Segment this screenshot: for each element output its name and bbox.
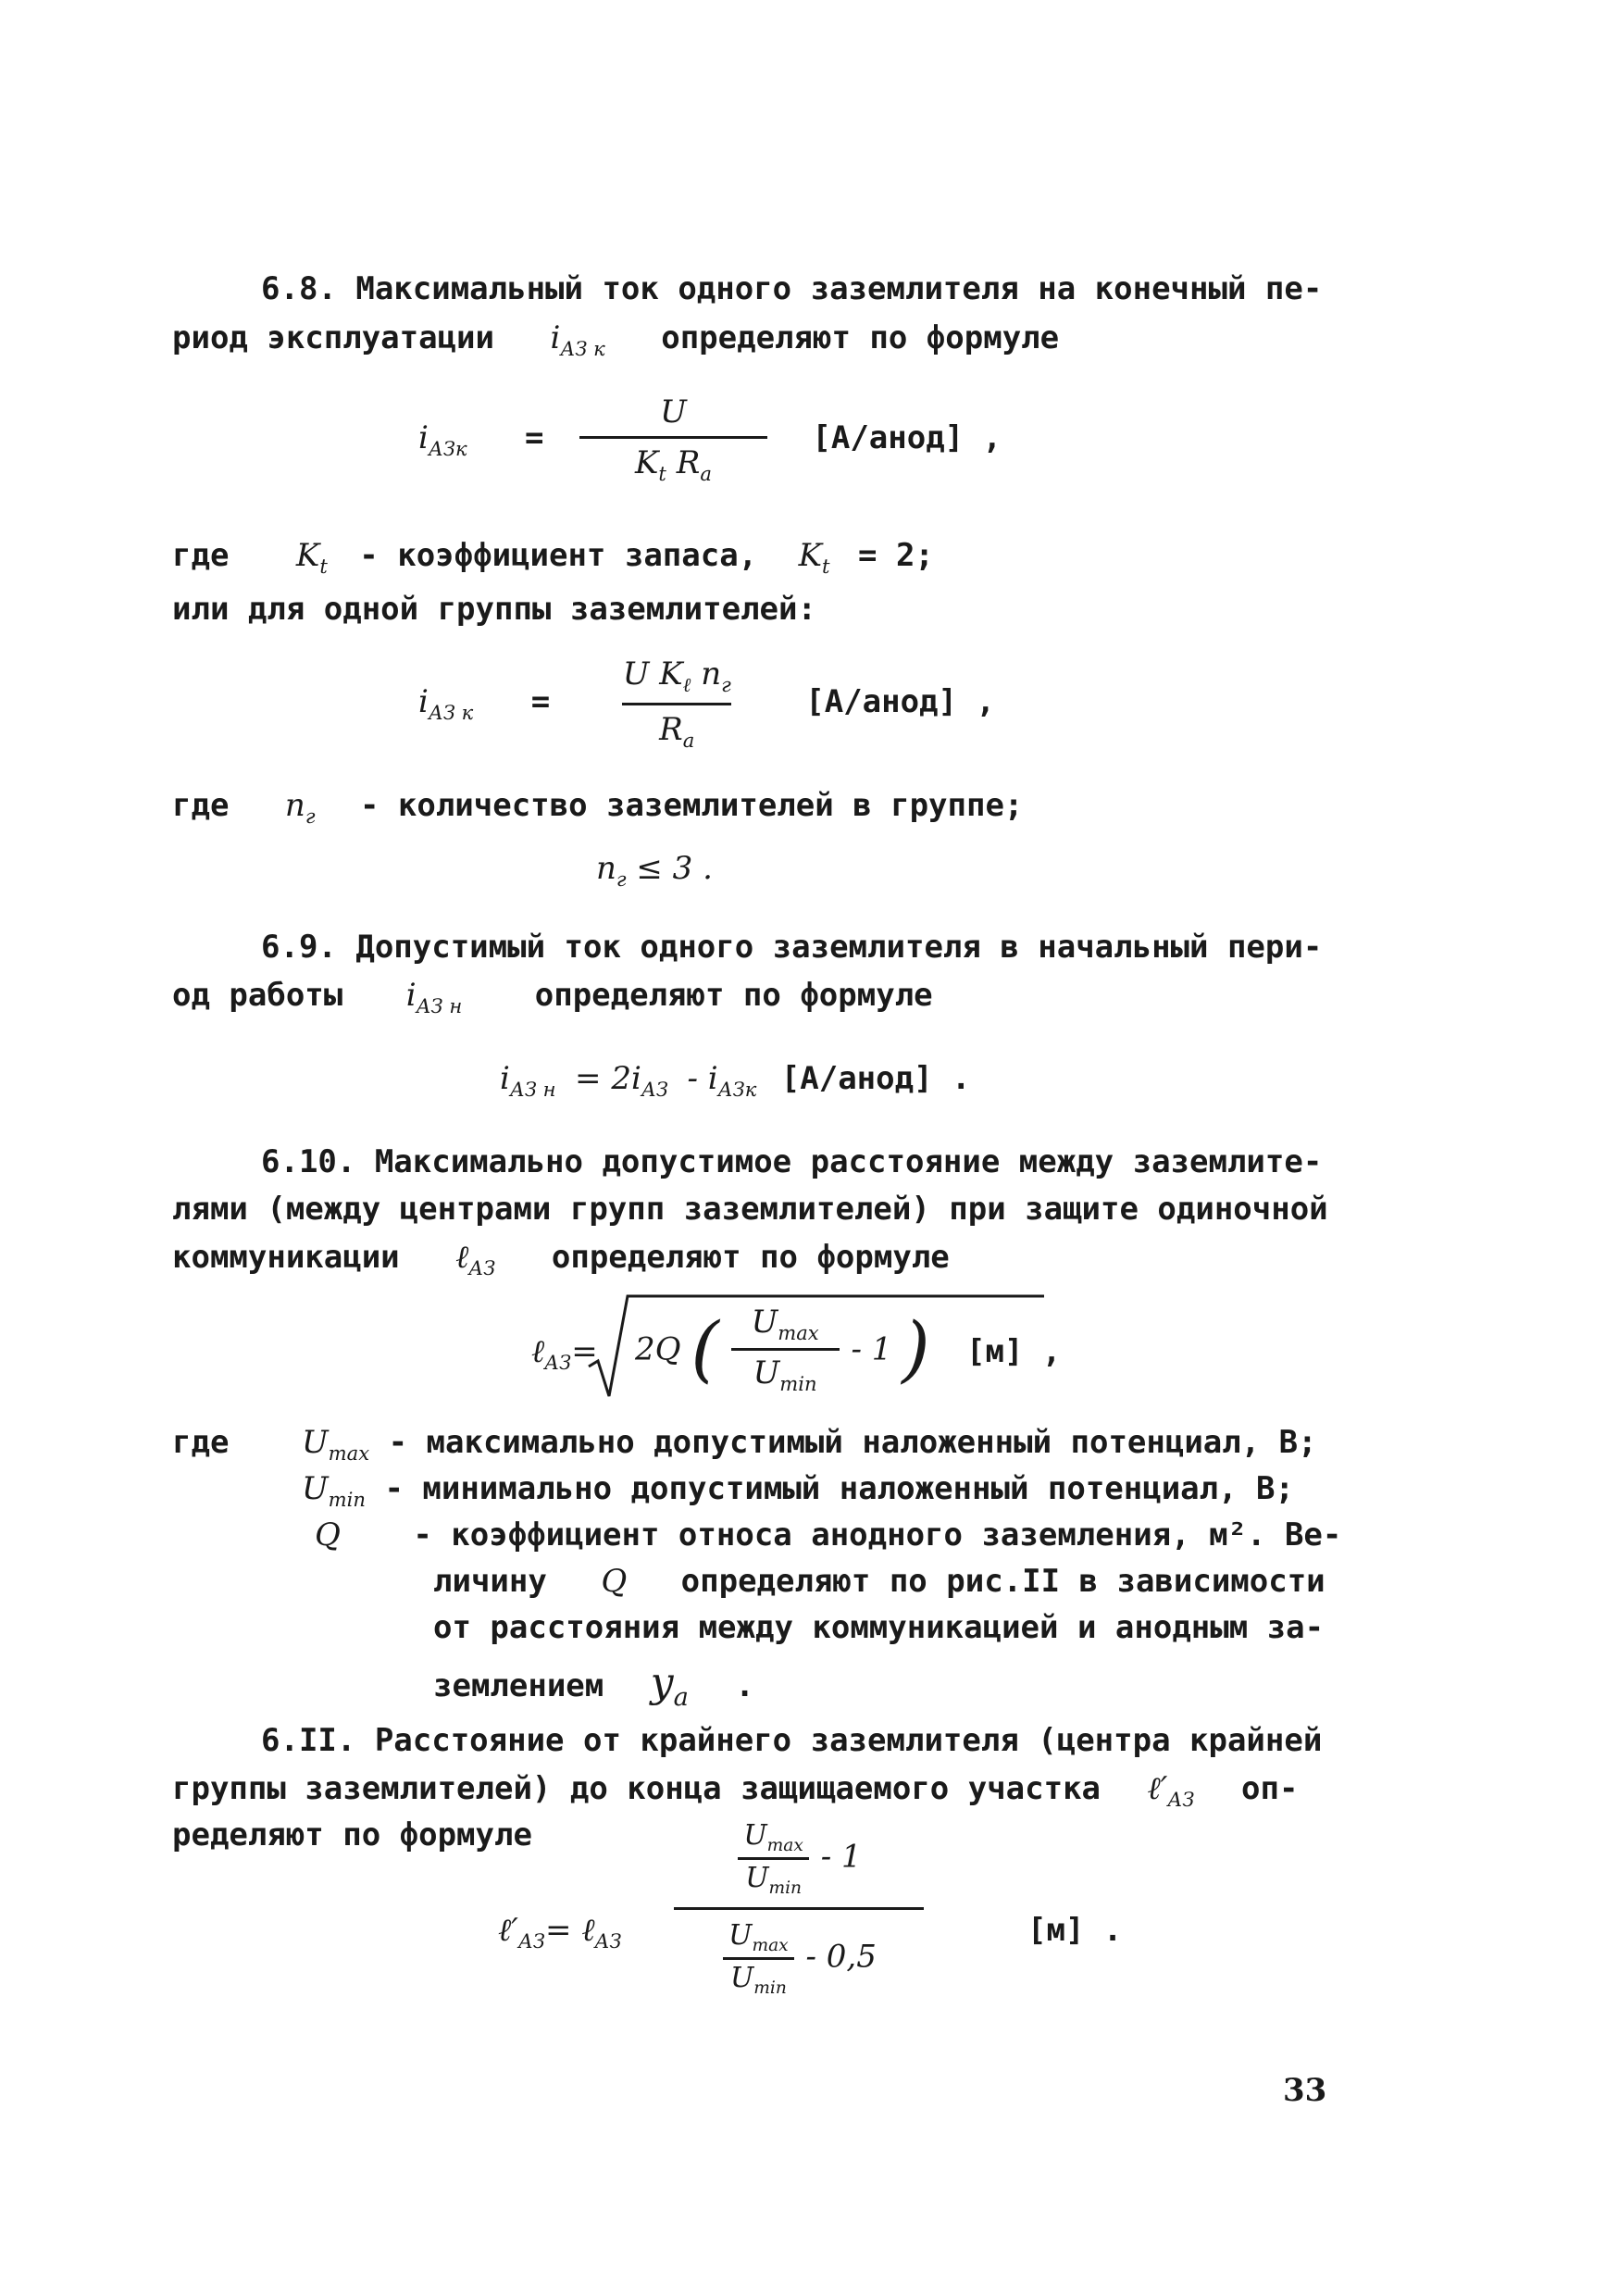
text: определяют по формуле [551, 1239, 950, 1276]
numerator [729, 1304, 841, 1348]
text: личину [433, 1563, 547, 1600]
formula-5-big-fraction [674, 1819, 924, 1998]
sym-sub: АЗ н [416, 993, 463, 1017]
c-sub: АЗк [717, 1077, 757, 1101]
lhs-sub: АЗ [544, 1350, 572, 1374]
denominator [738, 1857, 809, 1898]
formula-5-lhs [498, 1912, 622, 1953]
b-sub: АЗ [641, 1077, 668, 1101]
k-sub: ℓ [682, 672, 691, 696]
def-umin [302, 1470, 1294, 1511]
text: . [735, 1667, 754, 1704]
formula-1-fraction [579, 393, 767, 485]
u: U [622, 655, 650, 693]
ya-sym [650, 1659, 689, 1712]
sym: U [302, 1470, 329, 1507]
sym: n [596, 850, 616, 887]
formula-3-b [575, 1060, 668, 1101]
equals: = [571, 1333, 598, 1370]
n-sub: г [721, 672, 731, 696]
formula-2-fraction [586, 655, 768, 752]
b: = 2i [575, 1060, 641, 1097]
def-q-line4 [433, 1659, 754, 1712]
denominator [723, 1957, 794, 1998]
where-eq: = 2; [858, 537, 934, 574]
formula-5 [498, 1819, 1146, 2032]
text: определяют по рис.II в зависимости [680, 1563, 1326, 1600]
r: R [676, 444, 701, 481]
paren-close: ) [902, 1307, 930, 1391]
u: U [729, 1962, 754, 1994]
para-6-11-line3: ределяют по формуле [172, 1816, 532, 1853]
bottom-rest: - 0,5 [805, 1938, 877, 1976]
def-q-line3: от расстояния между коммуникацией и анодным за- [433, 1609, 1325, 1646]
def-text: - минимально допустимый наложенный потенциал, В; [384, 1470, 1294, 1507]
where-2 [172, 787, 1023, 828]
sym-sub: t [822, 554, 830, 578]
u-sub: max [766, 1836, 803, 1855]
where-label: где [172, 537, 230, 574]
symbol-kt-2 [798, 537, 830, 578]
para-6-8-line2 [172, 319, 1059, 360]
big-numerator [674, 1819, 924, 1898]
formula-3-c [687, 1060, 757, 1101]
lhs-sub: АЗ к [428, 701, 474, 725]
text: определяют по формуле [661, 319, 1060, 356]
lhs-sub: АЗк [428, 436, 467, 460]
top-rest: - 1 [820, 1838, 862, 1876]
formula-4-unit: [м] , [966, 1333, 1062, 1370]
symbol-l-az [455, 1239, 496, 1279]
page-number: 33 [1283, 2072, 1327, 2109]
numerator [586, 655, 768, 703]
sym: y [650, 1659, 674, 1706]
sym-sub: t [319, 554, 328, 578]
denominator [579, 436, 767, 485]
numerator [721, 1919, 796, 1957]
text: риод эксплуатации [172, 319, 494, 356]
l: ℓ [581, 1912, 595, 1949]
a-sub: АЗ н [509, 1077, 556, 1101]
r-sub: a [682, 728, 695, 752]
formula-1-unit: [А/анод] , [812, 418, 1002, 456]
text: группы заземлителей) до конца защищаемого участка [172, 1770, 1101, 1807]
main-fraction-line [674, 1907, 924, 1910]
text: од работы [172, 977, 343, 1014]
u-sub: min [768, 1878, 803, 1898]
where-text: - коэффициент запаса, [359, 537, 758, 574]
u-sub: max [778, 1320, 819, 1344]
formula-4-body [635, 1304, 930, 1395]
para-6-8-line1: 6.8. Максимальный ток одного заземлителя на конечный пе- [261, 270, 1323, 307]
u: U [753, 1354, 780, 1391]
u-sub: min [779, 1371, 817, 1395]
para-6-9-line1: 6.9. Допустимый ток одного заземлителя в начальный пери- [261, 929, 1323, 966]
text: землением [433, 1667, 604, 1704]
def-umin-sym [302, 1470, 366, 1511]
u-sub: max [752, 1936, 789, 1955]
formula-3-unit: [А/анод] . [780, 1060, 971, 1097]
symbol-kt [295, 537, 328, 578]
sym-sub: АЗ [1167, 1787, 1195, 1811]
formula-2-lhs [418, 683, 474, 725]
lhs: i [418, 418, 429, 456]
formula-1-lhs [418, 418, 467, 460]
sym: ℓ [455, 1239, 469, 1276]
text: коммуникации [172, 1239, 400, 1276]
where-text: - количество заземлителей в группе; [359, 787, 1024, 824]
symbol-nr [284, 787, 316, 828]
symbol-l-prime-az [1147, 1770, 1195, 1811]
equals: = [530, 683, 551, 721]
u: U [751, 1304, 778, 1341]
equals: = [525, 418, 544, 456]
denominator [622, 703, 731, 752]
formula-4-lhs [531, 1333, 598, 1374]
para-6-11-line2 [172, 1770, 1298, 1811]
sym: ℓ′ [1147, 1770, 1168, 1807]
small-fraction-top [736, 1819, 811, 1898]
n: n [701, 655, 722, 693]
def-q-sym: Q [315, 1516, 341, 1554]
denominator [731, 1348, 840, 1395]
formula-2-unit: [А/анод] , [805, 683, 995, 721]
text: оп- [1241, 1770, 1299, 1807]
sym-sub: г [305, 804, 316, 828]
or-line: или для одной группы заземлителей: [172, 591, 816, 628]
sym-sub: АЗ к [560, 336, 605, 360]
r: R [659, 710, 683, 748]
sym-sub: a [673, 1682, 689, 1712]
para-6-10-line3 [172, 1239, 950, 1279]
sym: K [798, 537, 823, 574]
condition-nr [596, 850, 713, 891]
formula-5-unit: [м] . [1027, 1912, 1123, 1949]
q-sym: Q [601, 1563, 628, 1600]
para-6-11-line1: 6.II. Расстояние от крайнего заземлителя (центра крайней [261, 1722, 1323, 1759]
k: K [635, 444, 659, 481]
sym: i [405, 977, 417, 1014]
formula-3-a [500, 1060, 556, 1101]
sym: U [302, 1424, 329, 1461]
u-sub: min [753, 1978, 787, 1998]
formula-4-fraction [729, 1304, 841, 1395]
symbol-i-az-n [405, 977, 463, 1017]
cond-rest: ≤ 3 . [636, 850, 713, 887]
big-denominator [674, 1919, 924, 1998]
paren-open: ( [691, 1307, 719, 1391]
formula-1 [418, 393, 1002, 485]
small-fraction-bottom [721, 1919, 796, 1998]
where-label: где [172, 787, 230, 824]
sym: K [295, 537, 320, 574]
numerator [736, 1819, 811, 1857]
def-q-line2 [433, 1563, 1326, 1600]
formula-3 [500, 1060, 971, 1101]
para-6-10-line2: лями (между центрами групп заземлителей) при защите одиночной [172, 1191, 1328, 1228]
sym-sub: min [328, 1487, 366, 1511]
def-umax [302, 1424, 1317, 1465]
def-text: - коэффициент относа анодного заземления, м². Ве- [413, 1516, 1342, 1554]
r-sub: a [700, 461, 712, 485]
symbol-i-az-k [550, 319, 605, 360]
sym-sub: г [616, 867, 627, 891]
where-label-3: где [172, 1424, 230, 1461]
def-q [315, 1516, 1341, 1554]
u: U [743, 1819, 767, 1852]
def-text: - максимально допустимый наложенный потенциал, В; [388, 1424, 1317, 1461]
minus-one: - 1 [851, 1330, 892, 1368]
u: U [728, 1919, 753, 1952]
a: i [500, 1060, 510, 1097]
para-6-10-line1: 6.10. Максимально допустимое расстояние между заземлите- [261, 1143, 1323, 1180]
formula-2 [418, 655, 995, 752]
c: - i [687, 1060, 718, 1097]
sym: n [284, 787, 305, 824]
k: K [659, 655, 683, 693]
numerator: U [660, 393, 687, 430]
text: определяют по формуле [534, 977, 933, 1014]
def-umax-sym [302, 1424, 370, 1465]
where-1 [172, 537, 934, 578]
two-q: 2Q [635, 1330, 681, 1368]
lhs: ℓ′ [498, 1912, 518, 1949]
lhs: ℓ [531, 1333, 545, 1370]
l-sub: АЗ [594, 1928, 622, 1953]
sym-sub: max [328, 1441, 370, 1465]
lhs: i [418, 683, 429, 721]
u: U [745, 1862, 769, 1894]
lhs-sub: АЗ [517, 1928, 545, 1953]
sym: i [550, 319, 561, 356]
equals: = [545, 1912, 572, 1949]
para-6-9-line2 [172, 977, 933, 1017]
sym-sub: АЗ [468, 1255, 496, 1279]
k-sub: t [658, 461, 666, 485]
